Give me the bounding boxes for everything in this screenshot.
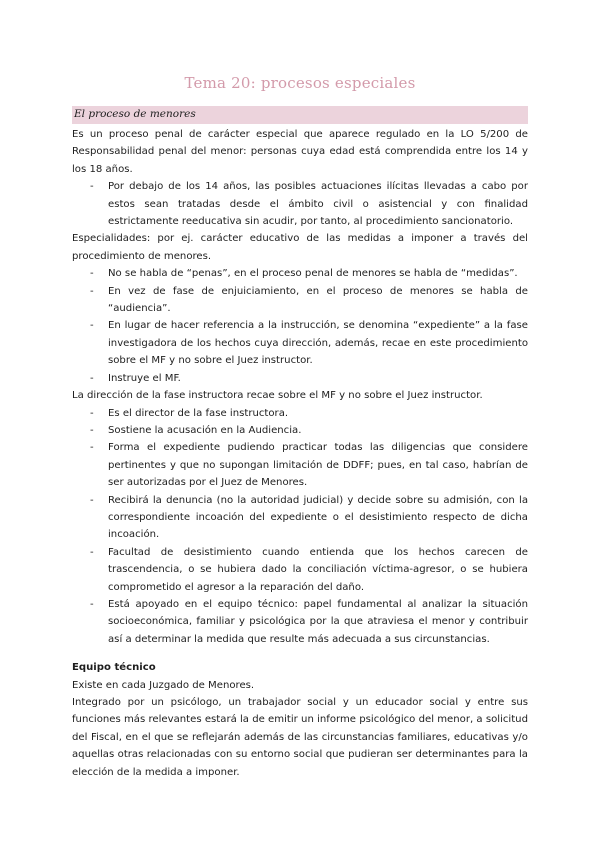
list-item: - En lugar de hacer referencia a la instrucción, se denomina “expediente” a la fase investigadora de los hechos cuya dirección, además, recae en este procedimiento sobre el MF y no sobre el Juez instructor. bbox=[72, 317, 528, 369]
document-body bbox=[72, 126, 528, 781]
list-item: - Instruye el MF. bbox=[72, 370, 528, 387]
list-item: - Por debajo de los 14 años, las posibles actuaciones ilícitas llevadas a cabo por estos sean tratadas desde el ámbito civil o asistencial y con finalidad estrictamente reeducativa sin acudir, por tanto, al procedimiento sancionatorio. bbox=[72, 178, 528, 230]
equipo-tecnico-heading: Equipo técnico bbox=[72, 662, 156, 674]
section-title: El proceso de menores bbox=[74, 108, 196, 120]
list-item: - Recibirá la denuncia (no la autoridad judicial) y decide sobre su admisión, con la correspondiente incoación del expediente o el desistimiento respecto de dicha incoación. bbox=[72, 492, 528, 544]
list-item: - Sostiene la acusación en la Audiencia. bbox=[72, 422, 528, 439]
section-header bbox=[72, 106, 528, 124]
page-title: Tema 20: procesos especiales bbox=[184, 74, 416, 92]
list-item: - Es el director de la fase instructora. bbox=[72, 405, 528, 422]
intro-list bbox=[72, 178, 528, 230]
especialidades-list bbox=[72, 265, 528, 387]
intro-paragraph: Es un proceso penal de carácter especial que aparece regulado en la LO 5/200 de Responsabilidad penal del menor: personas cuya edad está comprendida entre los 14 y los 18 años. bbox=[72, 129, 528, 175]
equipo-paragraph-1: Existe en cada Juzgado de Menores. bbox=[72, 679, 255, 691]
list-item: - En vez de fase de enjuiciamiento, en el proceso de menores se habla de “audiencia”. bbox=[72, 283, 528, 318]
list-item: - Está apoyado en el equipo técnico: papel fundamental al analizar la situación socioeconómica, familiar y psicológica por la que atraviesa el menor y contribuir así a determinar la medida que resulte más adecuada a sus circunstancias. bbox=[72, 596, 528, 648]
list-item: - Forma el expediente pudiendo practicar todas las diligencias que considere pertinentes y que no supongan limitación de DDFF; pues, en tal caso, habrían de ser autorizadas por el Juez de Menores. bbox=[72, 439, 528, 491]
list-item: - No se habla de “penas”, en el proceso penal de menores se habla de “medidas”. bbox=[72, 265, 528, 282]
direccion-paragraph: La dirección de la fase instructora recae sobre el MF y no sobre el Juez instructor. bbox=[72, 390, 483, 402]
equipo-paragraph-2: Integrado por un psicólogo, un trabajador social y un educador social y entre sus funciones más relevantes estará la de emitir un informe psicológico del menor, a solicitud del Fiscal, en el que se reflejarán además de las circunstancias familiares, educativas y/o aquellas otras relacionadas con su entorno social que pudieran ser determinantes para la elección de la medida a imponer. bbox=[72, 697, 528, 778]
list-item: - Facultad de desistimiento cuando entienda que los hechos carecen de trascendencia, o se hubiera dado la conciliación víctima-agresor, o se hubiera comprometido el agresor a la reparación del daño. bbox=[72, 544, 528, 596]
direccion-list bbox=[72, 405, 528, 649]
especialidades-paragraph: Especialidades: por ej. carácter educativo de las medidas a imponer a través del procedimiento de menores. bbox=[72, 233, 528, 262]
